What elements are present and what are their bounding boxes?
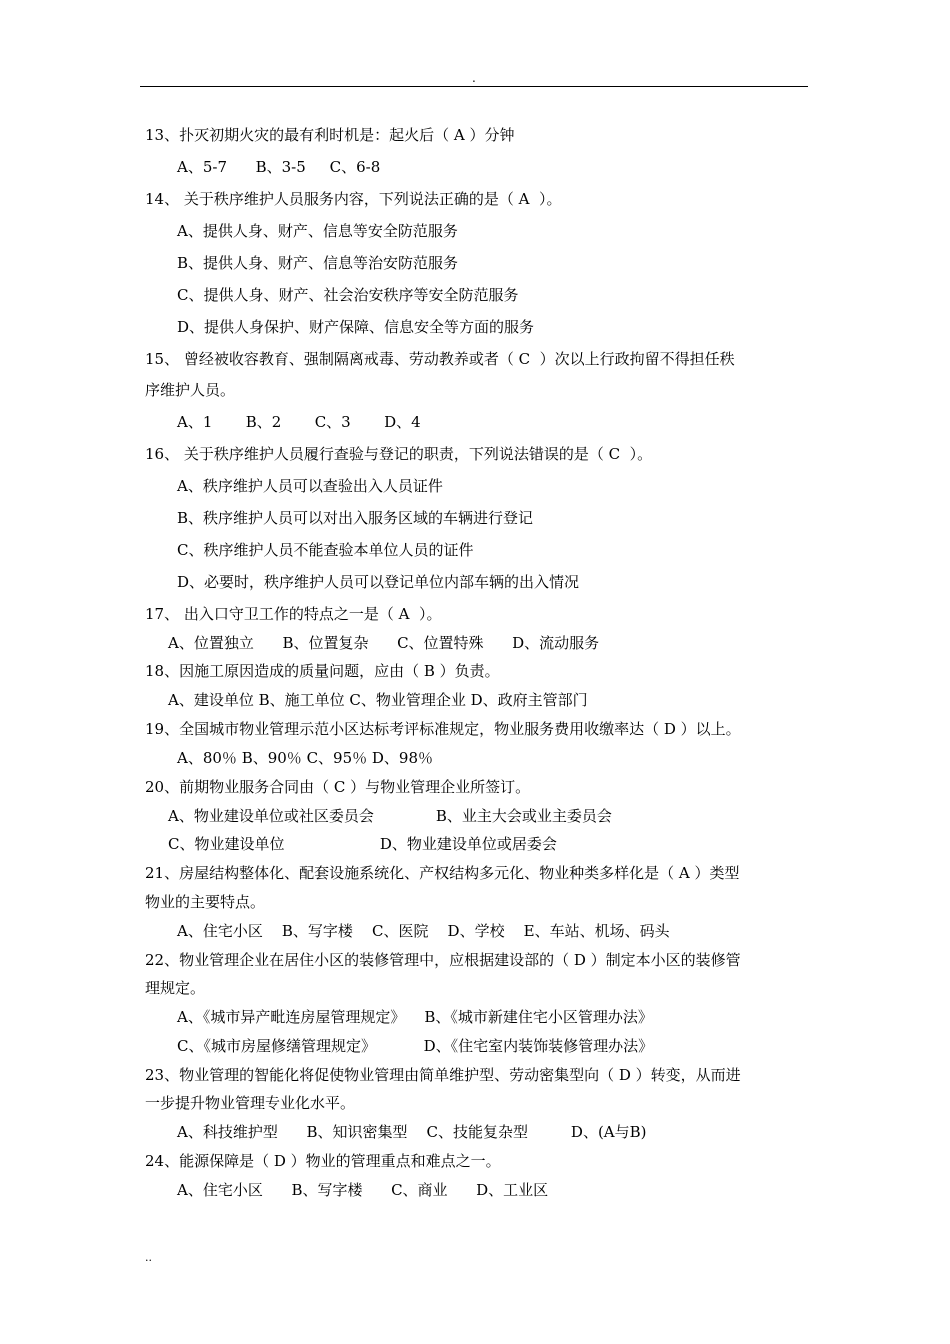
header-mark: . <box>472 71 476 85</box>
question-16: 16、 关于秩序维护人员履行查验与登记的职责，下列说法错误的是（ C ）。 <box>145 445 653 463</box>
question-13-options: A、5-7 B、3-5 C、6-8 <box>177 158 381 176</box>
question-16-option-d: D、必要时，秩序维护人员可以登记单位内部车辆的出入情况 <box>177 573 580 591</box>
question-14-option-b: B、提供人身、财产、信息等治安防范服务 <box>177 254 459 272</box>
question-22-cont: 理规定。 <box>145 979 206 997</box>
question-23-cont: 一步提升物业管理专业化水平。 <box>145 1094 356 1112</box>
question-21-options: A、住宅小区 B、写字楼 C、医院 D、学校 E、车站、机场、码头 <box>177 922 670 940</box>
question-20: 20、前期物业服务合同由（ C ）与物业管理企业所签订。 <box>145 778 531 796</box>
question-23-options: A、科技维护型 B、知识密集型 C、技能复杂型 D、(A与B) <box>177 1123 647 1141</box>
question-24: 24、能源保障是（ D ）物业的管理重点和难点之一。 <box>145 1152 501 1170</box>
question-22-options-cd: C、《城市房屋修缮管理规定》 D、《住宅室内装饰装修管理办法》 <box>177 1037 654 1055</box>
question-15: 15、 曾经被收容教育、强制隔离戒毒、劳动教养或者（ C ）次以上行政拘留不得担任秩 <box>145 350 735 368</box>
question-20-options-cd: C、物业建设单位 D、物业建设单位或居委会 <box>168 835 557 853</box>
question-22-options-ab: A、《城市异产毗连房屋管理规定》 B、《城市新建住宅小区管理办法》 <box>177 1008 653 1026</box>
question-17: 17、 出入口守卫工作的特点之一是（ A ）。 <box>145 605 442 623</box>
question-16-option-b: B、秩序维护人员可以对出入服务区域的车辆进行登记 <box>177 509 534 527</box>
question-21-cont: 物业的主要特点。 <box>145 893 266 911</box>
question-14-option-c: C、提供人身、财产、社会治安秩序等安全防范服务 <box>177 286 519 304</box>
footer-mark: .. <box>145 1251 152 1264</box>
question-14-option-d: D、提供人身保护、财产保障、信息安全等方面的服务 <box>177 318 535 336</box>
question-13: 13、扑灭初期火灾的最有利时机是：起火后（ A ）分钟 <box>145 126 515 144</box>
question-19: 19、全国城市物业管理示范小区达标考评标准规定，物业服务费用收缴率达（ D ）以上。 <box>145 720 741 738</box>
question-19-options: A、80％ B、90％ C、95％ D、98％ <box>177 749 434 767</box>
question-15-options: A、1 B、2 C、3 D、4 <box>177 413 421 431</box>
question-16-option-a: A、秩序维护人员可以查验出入人员证件 <box>177 477 443 495</box>
question-17-options: A、位置独立 B、位置复杂 C、位置特殊 D、流动服务 <box>168 634 600 652</box>
question-16-option-c: C、秩序维护人员不能查验本单位人员的证件 <box>177 541 474 559</box>
question-18: 18、因施工原因造成的质量问题，应由（ B ）负责。 <box>145 662 500 680</box>
question-20-options-ab: A、物业建设单位或社区委员会 B、业主大会或业主委员会 <box>168 807 612 825</box>
question-18-options: A、建设单位 B、施工单位 C、物业管理企业 D、政府主管部门 <box>168 691 588 709</box>
question-14-option-a: A、提供人身、财产、信息等安全防范服务 <box>177 222 458 240</box>
header-rule <box>140 86 808 87</box>
question-15-cont: 序维护人员。 <box>145 381 236 399</box>
question-22: 22、物业管理企业在居住小区的装修管理中，应根据建设部的（ D ）制定本小区的装修管 <box>145 951 741 969</box>
question-21: 21、房屋结构整体化、配套设施系统化、产权结构多元化、物业种类多样化是（ A ）类型 <box>145 864 740 882</box>
question-14: 14、 关于秩序维护人员服务内容，下列说法正确的是（ A ）。 <box>145 190 562 208</box>
question-24-options: A、住宅小区 B、写字楼 C、商业 D、工业区 <box>177 1181 549 1199</box>
question-23: 23、物业管理的智能化将促使物业管理由简单维护型、劳动密集型向（ D ）转变，从而进 <box>145 1066 741 1084</box>
